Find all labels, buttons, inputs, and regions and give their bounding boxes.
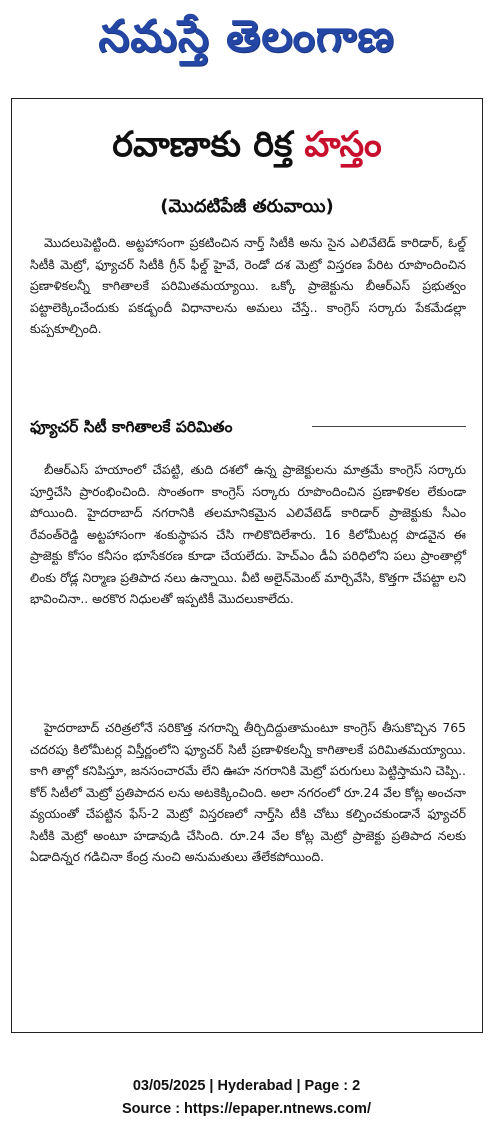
- headline: [12, 119, 482, 171]
- article-clipping: [11, 98, 483, 1033]
- paragraph-2: బీఆర్ఎస్ హయాంలో చేపట్టి, తుది దశలో ఉన్న ప్రాజెక్టులను మాత్రమే కాంగ్రెస్ సర్కారు పూర్తిచేసి ప్రారంభించింది. సొంతంగా కాంగ్రెస్ సర్కారు రూపొందించిన ప్రణాళికల లేకుండా పోయింది. హైదరాబాద్ నగరానికి తలమానికమైన ఎలివేటెడ్ కారిడార్ ప్రాజెక్టుకు సీఎం రేవంత్‌రెడ్డి అట్టహాసంగా శంకుస్థాపన చేసి గాలికొదిలేశారు. 16 కిలోమీటర్ల పొడవైన ఈ ప్రాజెక్టు కోసం కనీసం భూసేకరణ కూడా చేయలేదు. హెచ్ఎం డీఏ పరిధిలోని పలు ప్రాంతాల్లో లింకు రోడ్ల నిర్మాణ ప్రతిపాద నలు ఉన్నాయి. వీటి అలైన్‌మెంట్ మార్చివేసి, కొత్తగా చేపట్టా లని భావించినా.. అరకొర నిధులతో ఇప్పటికీ మొదలుకాలేదు.: [30, 462, 466, 606]
- subhead: (మొదటిపేజీ తరువాయి): [160, 196, 334, 217]
- masthead: [0, 0, 493, 78]
- headline-accent: హస్తం: [304, 125, 382, 165]
- footer-date-line: 03/05/2025 | Hyderabad | Page : 2: [132, 1078, 361, 1094]
- newspaper-logo: నమస్తే తెలంగాణ: [98, 11, 395, 62]
- paragraph-1: మొదలుపెట్టింది. అట్టహాసంగా ప్రకటించిన నార్త్ సిటీకి అను సైన ఎలివేటెడ్ కారిడార్, ఓల్డ్ సిటీకి మెట్రో, ఫ్యూచర్ సిటీకి గ్రీన్ ఫీల్డ్ హైవే, రెండో దశ మెట్రో విస్తరణ పేరిట రూపొందించిన ప్రణాళికలన్నీ కాగితాలకే పరిమితమయ్యాయి. ఒక్కో ప్రాజెక్టును బీఆర్ఎస్ ప్రభుత్వం పట్టాలెక్కించేందుకు పకడ్బందీ విధానాలను అమలు చేస్తే.. కాంగ్రెస్ సర్కారు పేకమేడల్లా కుప్పకూల్చింది.: [30, 235, 466, 336]
- section-heading: ఫ్యూచర్ సిటీ కాగితాలకే పరిమితం: [30, 418, 233, 436]
- footer-source-line: Source : https://epaper.ntnews.com/: [122, 1101, 371, 1117]
- footer: [0, 1075, 493, 1121]
- paragraph-3: హైదరాబాద్ చరిత్రలోనే సరికొత్త నగరాన్ని తీర్చిదిద్దుతామంటూ కాంగ్రెస్ తీసుకొచ్చిన 765 చదరపు కిలోమీటర్ల విస్తీర్ణంలోని ఫ్యూచర్ సిటీ ప్రణాళికలన్నీ కాగితాలకే పరిమితమయ్యాయి. కాగి తాల్లో కనిపిస్తూ, జనసంచారమే లేని ఊహ నగరానికి మెట్రో పరుగులు పెట్టిస్తామని చెప్పి.. కోర్ సిటీలో మెట్రో ప్రతిపాదన లను అటకెక్కించింది. అలా నగరంలో రూ.24 వేల కోట్ల అంచనా వ్యయంతో చేపట్టిన ఫేస్-2 మెట్రో విస్తరణలో నార్త్‌సి టీకి చోటు కల్పించకుండానే ఫ్యూచర్ సిటీకి మెట్రో అంటూ హడావుడి చేసింది. రూ.24 వేల కోట్ల మెట్రో ప్రాజెక్టు ప్రతిపాద నలకు ఏడాదిన్నర గడిచినా కేంద్ర నుంచి అనుమతులు తేలేకపోయింది.: [30, 720, 466, 864]
- section-divider: [312, 426, 466, 427]
- headline-main: రవాణాకు రిక్త: [112, 125, 305, 165]
